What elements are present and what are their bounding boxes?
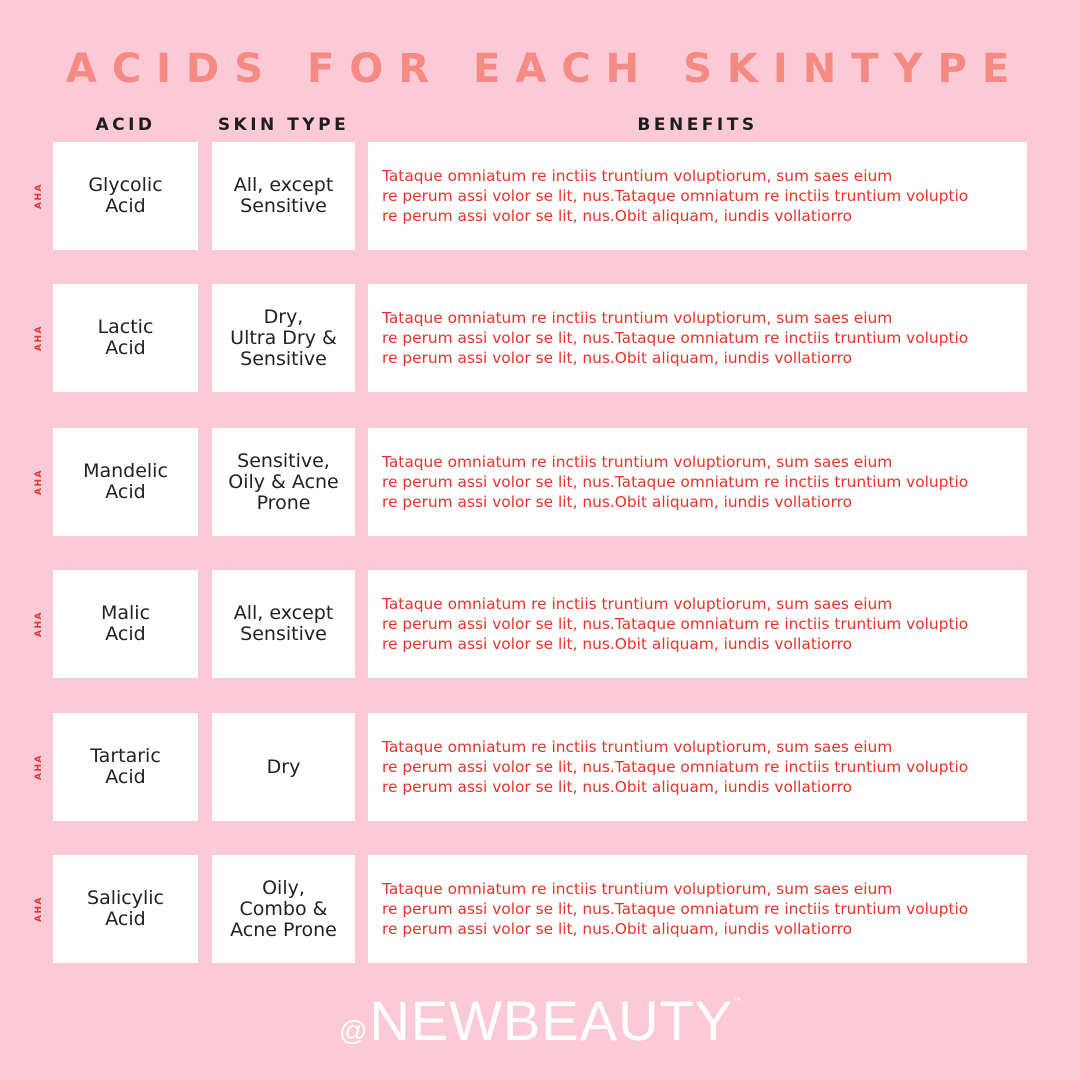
table-row bbox=[0, 570, 1080, 678]
table-row bbox=[0, 284, 1080, 392]
acid-cell bbox=[53, 570, 198, 678]
benefits-text: Tataque omniatum re inctiis truntium voluptiorum, sum saes eium re perum assi volor se lit, nus.Tataque omniatum re inctiis truntium voluptio re perum assi volor se lit, nus.Obit aliquam, iundis vollatiorro bbox=[382, 880, 969, 938]
table-row bbox=[0, 713, 1080, 821]
skin-type-cell bbox=[212, 142, 355, 250]
acid-name: Glycolic Acid bbox=[88, 174, 163, 217]
skin-type-text: Dry bbox=[266, 755, 301, 778]
skin-type-cell bbox=[212, 428, 355, 536]
benefits-text: Tataque omniatum re inctiis truntium voluptiorum, sum saes eium re perum assi volor se lit, nus.Tataque omniatum re inctiis truntium voluptio re perum assi volor se lit, nus.Obit aliquam, iundis vollatiorro bbox=[382, 167, 969, 225]
brand-logo bbox=[0, 988, 1080, 1053]
column-header-benefits: BENEFITS bbox=[637, 115, 758, 135]
benefits-cell bbox=[368, 142, 1027, 250]
acid-name: Lactic Acid bbox=[97, 316, 154, 359]
benefits-cell bbox=[368, 570, 1027, 678]
acid-class-tag: AHA bbox=[34, 469, 44, 495]
skin-type-cell bbox=[212, 570, 355, 678]
skin-type-cell bbox=[212, 284, 355, 392]
brand-trademark: ™ bbox=[733, 996, 742, 1005]
acid-cell bbox=[53, 142, 198, 250]
benefits-text: Tataque omniatum re inctiis truntium voluptiorum, sum saes eium re perum assi volor se lit, nus.Tataque omniatum re inctiis truntium voluptio re perum assi volor se lit, nus.Obit aliquam, iundis vollatiorro bbox=[382, 738, 969, 796]
acid-class-tag: AHA bbox=[34, 325, 44, 351]
benefits-cell bbox=[368, 713, 1027, 821]
acid-class-tag: AHA bbox=[34, 183, 44, 209]
acid-name: Salicylic Acid bbox=[87, 887, 164, 930]
acid-cell bbox=[53, 284, 198, 392]
acid-name: Malic Acid bbox=[100, 602, 151, 645]
page-title: ACIDS FOR EACH SKINTYPE bbox=[65, 46, 1025, 92]
table-row bbox=[0, 142, 1080, 250]
acid-cell bbox=[53, 713, 198, 821]
skin-type-text: Dry, Ultra Dry & Sensitive bbox=[230, 305, 337, 370]
benefits-cell bbox=[368, 855, 1027, 963]
skin-type-text: All, except Sensitive bbox=[233, 174, 334, 217]
acid-cell bbox=[53, 855, 198, 963]
table-row bbox=[0, 855, 1080, 963]
acid-class-tag: AHA bbox=[34, 754, 44, 780]
column-header-skin-type: SKIN TYPE bbox=[217, 115, 350, 135]
benefits-text: Tataque omniatum re inctiis truntium voluptiorum, sum saes eium re perum assi volor se lit, nus.Tataque omniatum re inctiis truntium voluptio re perum assi volor se lit, nus.Obit aliquam, iundis vollatiorro bbox=[382, 309, 969, 367]
skin-type-cell bbox=[212, 713, 355, 821]
skin-type-text: Oily, Combo & Acne Prone bbox=[230, 876, 337, 941]
benefits-text: Tataque omniatum re inctiis truntium voluptiorum, sum saes eium re perum assi volor se lit, nus.Tataque omniatum re inctiis truntium voluptio re perum assi volor se lit, nus.Obit aliquam, iundis vollatiorro bbox=[382, 453, 969, 511]
acid-name: Tartaric Acid bbox=[90, 745, 161, 788]
brand-name: NEWBEAUTY bbox=[369, 989, 734, 1052]
table-row bbox=[0, 428, 1080, 536]
benefits-cell bbox=[368, 428, 1027, 536]
skin-type-cell bbox=[212, 855, 355, 963]
acid-cell bbox=[53, 428, 198, 536]
acid-name: Mandelic Acid bbox=[83, 460, 168, 503]
benefits-text: Tataque omniatum re inctiis truntium voluptiorum, sum saes eium re perum assi volor se lit, nus.Tataque omniatum re inctiis truntium voluptio re perum assi volor se lit, nus.Obit aliquam, iundis vollatiorro bbox=[382, 595, 969, 653]
skin-type-text: All, except Sensitive bbox=[233, 602, 334, 645]
brand-at-sign: @ bbox=[338, 1015, 368, 1046]
acid-class-tag: AHA bbox=[34, 896, 44, 922]
column-header-acid: ACID bbox=[95, 115, 156, 135]
acid-class-tag: AHA bbox=[34, 611, 44, 637]
skin-type-text: Sensitive, Oily & Acne Prone bbox=[228, 449, 339, 514]
benefits-cell bbox=[368, 284, 1027, 392]
